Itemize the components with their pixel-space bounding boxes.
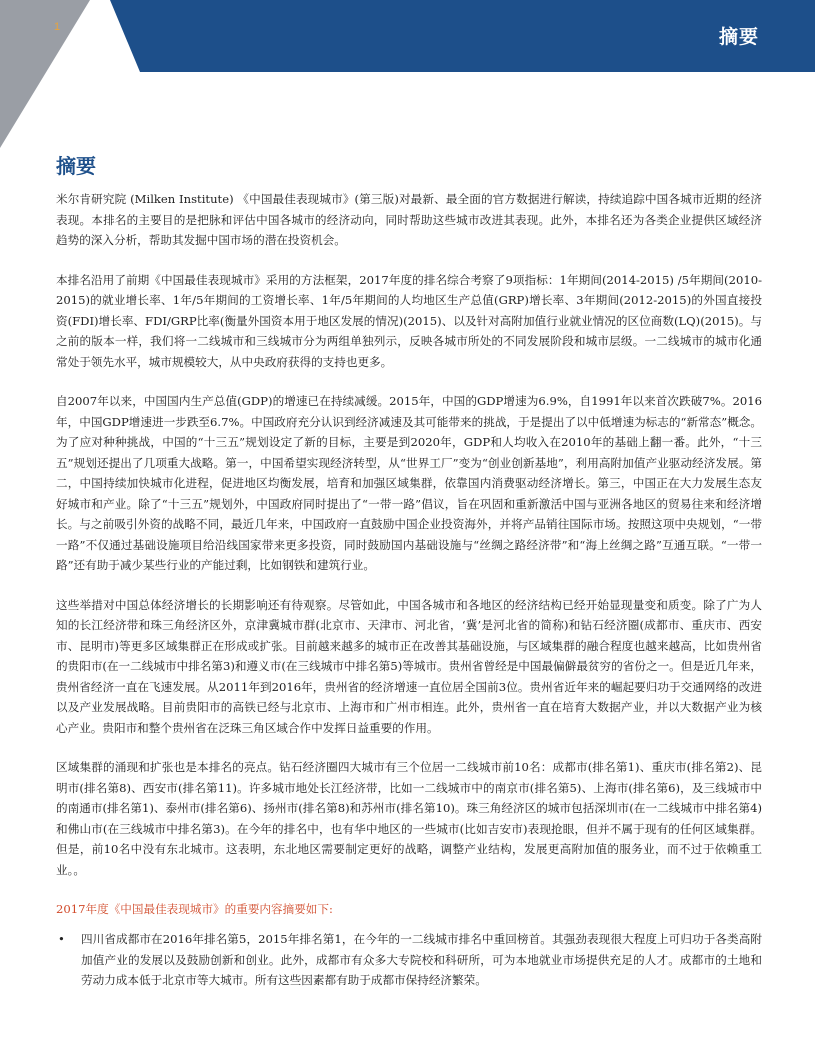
paragraph-regional-clusters: 区域集群的涌现和扩张也是本排名的亮点。钻石经济圈四大城市有三个位居一二线城市前10名：成都市(排名第1)、重庆市(排名第2)、昆明市(排名第8)、西安市(排名第11)。许多城市地处长江经济带，比如一二线城市中的南京市(排名第5)、上海市(排名第6)，及三线城市中的南通市(排名第1)、泰州市(排名第6)、扬州市(排名第8)和苏州市(排名第10)。珠三角经济区的城市包括深圳市(在一二线城市中排名第4)和佛山市(在三线城市中排名第3)。在今年的排名中，也有华中地区的一些城市(比如吉安市)表现抢眼，但并不属于现有的任何区域集群。但是，前10名中没有东北城市。这表明，东北地区需要制定更好的战略，调整产业结构，发展更高附加值的服务业，而不过于依赖重工业。。 [56, 760, 762, 877]
paragraph-methodology: 本排名沿用了前期《中国最佳表现城市》采用的方法框架，2017年度的排名综合考察了9项指标：1年期间(2014-2015) /5年期间(2010-2015)的就业增长率、1年/5年期间的工资增长率、1年/5年期间的人均地区生产总值(GRP)增长率、3年期间(2012-2015)的外国直接投资(FDI)增长率、FDI/GRP比率(衡量外国资本用于地区发展的情况)(2015)、以及针对高附加值行业就业情况的区位商数(LQ)(2015)。与之前的版本一样，我们将一二线城市和三线城市分为两组单独列示，反映各城市所处的不同发展阶段和城市层级。一二线城市的城市化通常处于领先水平，城市规模较大，从中央政府获得的支持也更多。 [56, 272, 762, 369]
bullet-icon: • [58, 932, 65, 946]
main-content [56, 152, 762, 991]
section-title: 摘要 [56, 154, 96, 178]
header-title: 摘要 [718, 26, 759, 48]
paragraph-regional-structure: 这些举措对中国总体经济增长的长期影响还有待观察。尽管如此，中国各城市和各地区的经济结构已经开始显现量变和质变。除了广为人知的长江经济带和珠三角经济区外，京津冀城市群(北京市、天津市、河北省，‘冀’是河北省的简称)和钻石经济圈(成都市、重庆市、西安市、昆明市)等更多区域集群正在形成或扩张。目前越来越多的城市正在改善其基础设施，与区域集群的融合程度也越来越高，比如贵州省的贵阳市(在一二线城市中排名第3)和遵义市(在三线城市中排名第5)等城市。贵州省曾经是中国最偏僻最贫穷的省份之一。但是近几年来，贵州省经济一直在飞速发展。从2011年到2016年，贵州省的经济增速一直位居全国前3位。贵州省近年来的崛起要归功于交通网络的改进以及产业发展战略。目前贵阳市的高铁已经与北京市、上海市和广州市相连。此外，贵州省一直在培育大数据产业，并以大数据产业为核心产业。贵阳市和整个贵州省在泛珠三角区域合作中发挥日益重要的作用。 [56, 597, 762, 735]
paragraph-gdp-growth: 自2007年以来，中国国内生产总值(GDP)的增速已在持续减缓。2015年，中国的GDP增速为6.9%，自1991年以来首次跌破7%。2016年，中国GDP增速进一步跌至6.7%。中国政府充分认识到经济减速及其可能带来的挑战，于是提出了以中低增速为标志的“新常态”概念。为了应对种种挑战，中国的“十三五”规划设定了新的目标，主要是到2020年，GDP和人均收入在2010年的基础上翻一番。此外，“十三五”规划还提出了几项重大战略。第一，中国希望实现经济转型，从“世界工厂”变为“创业创新基地”，利用高附加值产业驱动经济发展。第二，中国持续加快城市化进程，促进地区均衡发展，培育和加强区域集群，依靠国内消费驱动经济增长。第三，中国正在大力发展生态友好城市和产业。除了“十三五”规划外，中国政府同时提出了“一带一路”倡议，旨在巩固和重新激活中国与亚洲各地区的贸易往来和经济增长。与之前吸引外资的战略不同，最近几年来，中国政府一直鼓励中国企业投资海外，并将产品销往国际市场。按照这项中央规划，“一带一路”不仅通过基础设施项目给沿线国家带来更多投资，同时鼓励国内基础设施与“丝绸之路经济带”和“海上丝绸之路”互通互联。“一带一路”还有助于减少某些行业的产能过剩，比如钢铁和建筑行业。 [56, 394, 762, 572]
list-item [56, 929, 762, 991]
list-item-text: 四川省成都市在2016年排名第5，2015年排名第1，在今年的一二线城市排名中重回榜首。其强劲表现很大程度上可归功于各类高附加值产业的发展以及鼓励创新和创业。此外，成都市有众多大专院校和科研所，可为本地就业市场提供充足的人才。成都市的土地和劳动力成本低于北京市等大城市。所有这些因素都有助于成都市保持经济繁荣。 [81, 932, 762, 987]
header-navy-banner [110, 0, 815, 72]
page-number: 1 [54, 21, 61, 33]
paragraph-intro: 米尔肯研究院 (Milken Institute) 《中国最佳表现城市》(第三版)对最新、最全面的官方数据进行解读，持续追踪中国各城市近期的经济表现。本排名的主要目的是把脉和评估中国各城市的经济动向，同时帮助这些城市改进其表现。此外，本排名还为各类企业提供区域经济趋势的深入分析，帮助其发掘中国市场的潜在投资机会。 [56, 192, 762, 247]
highlights-list [56, 929, 762, 991]
highlights-heading: 2017年度《中国最佳表现城市》的重要内容摘要如下: [56, 902, 333, 916]
header-gray-triangle [0, 0, 90, 148]
header-decoration [0, 0, 815, 150]
